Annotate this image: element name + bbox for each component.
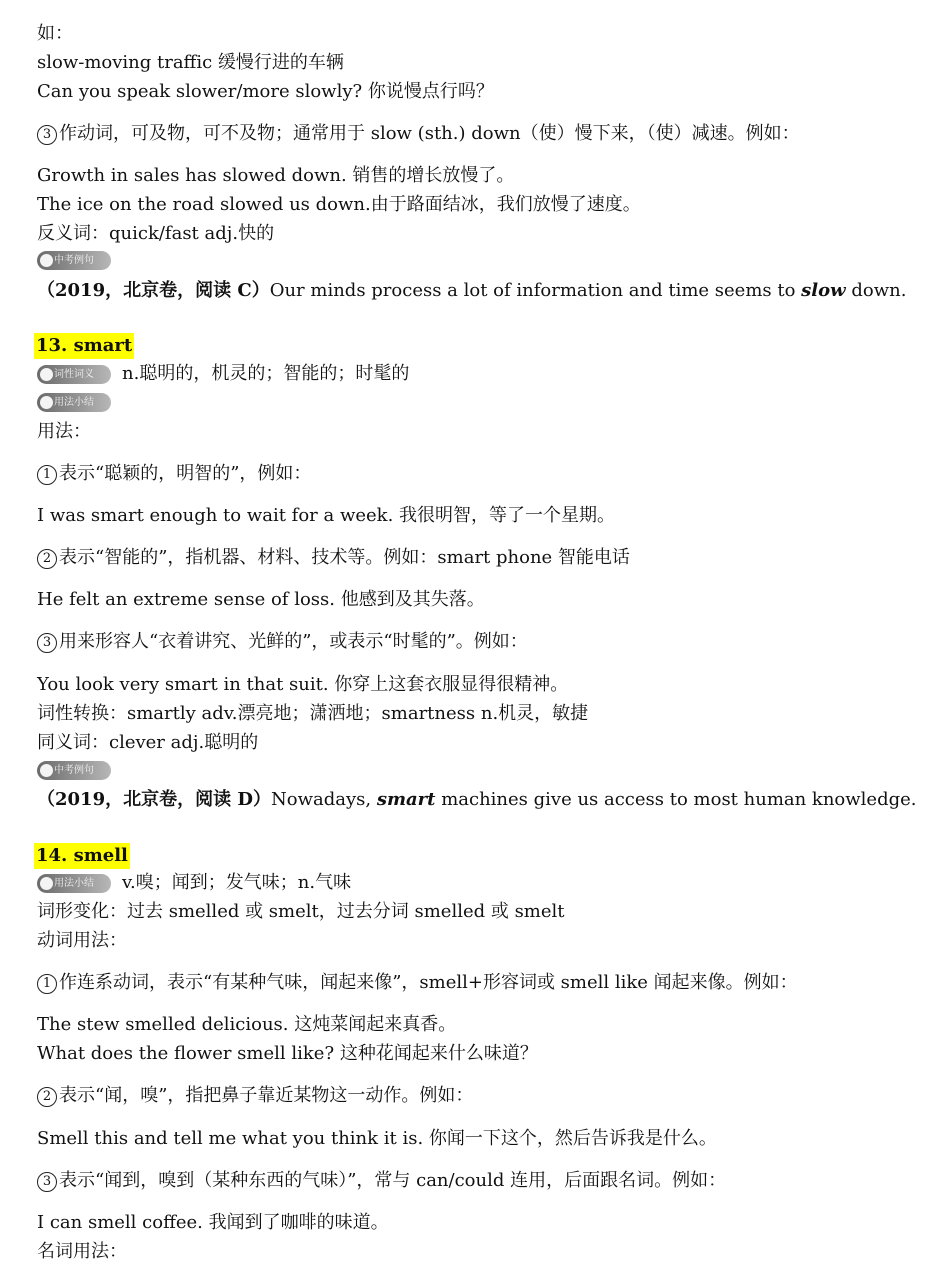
example-line: The stew smelled delicious. 这炖菜闻起来真香。 — [37, 1014, 457, 1035]
exam-example-tag: 中考例句 — [37, 761, 111, 780]
word-heading-smart: 13. smart — [34, 333, 134, 359]
exam-sentence: Nowadays, — [270, 789, 377, 810]
exam-example-tag: 中考例句 — [37, 251, 111, 270]
usage-text: 表示“智能的”，指机器、材料、技术等。例如：smart phone 智能电话 — [59, 547, 630, 568]
synonym-line: 同义词：clever adj.聪明的 — [37, 732, 259, 753]
word-forms-line: 词形变化：过去 smelled 或 smelt，过去分词 smelled 或 smelt — [37, 901, 565, 922]
example-line: He felt an extreme sense of loss. 他感到及其失落。 — [37, 589, 485, 610]
word-meaning: v.嗅；闻到；发气味；n.气味 — [122, 872, 352, 893]
usage-item — [37, 546, 630, 570]
exam-sentence-end: machines give us access to most human knowledge. — [435, 789, 917, 810]
example-line: You look very smart in that suit. 你穿上这套衣服显得很精神。 — [37, 674, 569, 695]
usage-item — [37, 971, 798, 995]
usage-item — [37, 1084, 473, 1108]
usage-item — [37, 122, 800, 146]
usage-text: 作连系动词，表示“有某种气味，闻起来像”，smell+形容词或 smell like 闻起来像。例如： — [59, 972, 798, 993]
example-line: Can you speak slower/more slowly? 你说慢点行吗？ — [37, 81, 494, 102]
word-heading-smell: 14. smell — [34, 843, 130, 869]
word-meaning: n.聪明的，机灵的；智能的；时髦的 — [122, 363, 410, 384]
part-of-speech-tag: 词性词义 — [37, 365, 111, 384]
exam-sentence: Our minds process a lot of information and time seems to — [269, 280, 802, 301]
exam-source: （2019，北京卷，阅读 C） — [37, 280, 270, 301]
example-line: slow-moving traffic 缓慢行进的车辆 — [37, 52, 344, 73]
usage-item — [37, 462, 311, 486]
usage-summary-tag: 用法小结 — [37, 393, 111, 412]
circled-number: 1 — [37, 465, 57, 485]
exam-sentence-end: down. — [845, 280, 907, 301]
usage-item — [37, 630, 528, 654]
usage-text: 表示“聪颖的，明智的”，例如： — [59, 463, 312, 484]
text-line: 如： — [37, 23, 73, 44]
usage-text: 表示“闻到，嗅到（某种东西的气味）”，常与 can/could 连用，后面跟名词。例如： — [59, 1170, 727, 1191]
usage-summary-tag: 用法小结 — [37, 874, 111, 893]
keyword: slow — [801, 280, 846, 301]
example-line: The ice on the road slowed us down.由于路面结冰，我们放慢了速度。 — [37, 194, 641, 215]
text-line: 动词用法： — [37, 930, 127, 951]
usage-text: 用来形容人“衣着讲究、光鲜的”，或表示“时髦的”。例如： — [59, 631, 528, 652]
example-line: I was smart enough to wait for a week. 我很明智，等了一个星期。 — [37, 505, 616, 526]
text-line: 用法： — [37, 421, 91, 442]
keyword: smart — [376, 789, 436, 810]
example-line: What does the flower smell like? 这种花闻起来什么味道？ — [37, 1043, 538, 1064]
text-line: 名词用法： — [37, 1241, 127, 1262]
antonym-line: 反义词：quick/fast adj.快的 — [37, 223, 275, 244]
example-line: Smell this and tell me what you think it is. 你闻一下这个，然后告诉我是什么。 — [37, 1128, 717, 1149]
circled-number: 3 — [37, 633, 57, 653]
example-line: Growth in sales has slowed down. 销售的增长放慢了。 — [37, 165, 515, 186]
exam-example-line — [37, 788, 917, 812]
exam-example-line — [37, 279, 906, 303]
usage-text: 作动词，可及物，可不及物；通常用于 slow (sth.) down（使）慢下来，（使）减速。例如： — [59, 123, 800, 144]
circled-number: 2 — [37, 1087, 57, 1107]
exam-source: （2019，北京卷，阅读 D） — [37, 789, 271, 810]
circled-number: 3 — [37, 1172, 57, 1192]
circled-number: 3 — [37, 125, 57, 145]
conversion-line: 词性转换：smartly adv.漂亮地；潇洒地；smartness n.机灵，敏捷 — [37, 703, 589, 724]
example-line: I can smell coffee. 我闻到了咖啡的味道。 — [37, 1212, 389, 1233]
circled-number: 2 — [37, 549, 57, 569]
circled-number: 1 — [37, 974, 57, 994]
usage-item — [37, 1169, 726, 1193]
usage-text: 表示“闻，嗅”，指把鼻子靠近某物这一动作。例如： — [59, 1085, 474, 1106]
